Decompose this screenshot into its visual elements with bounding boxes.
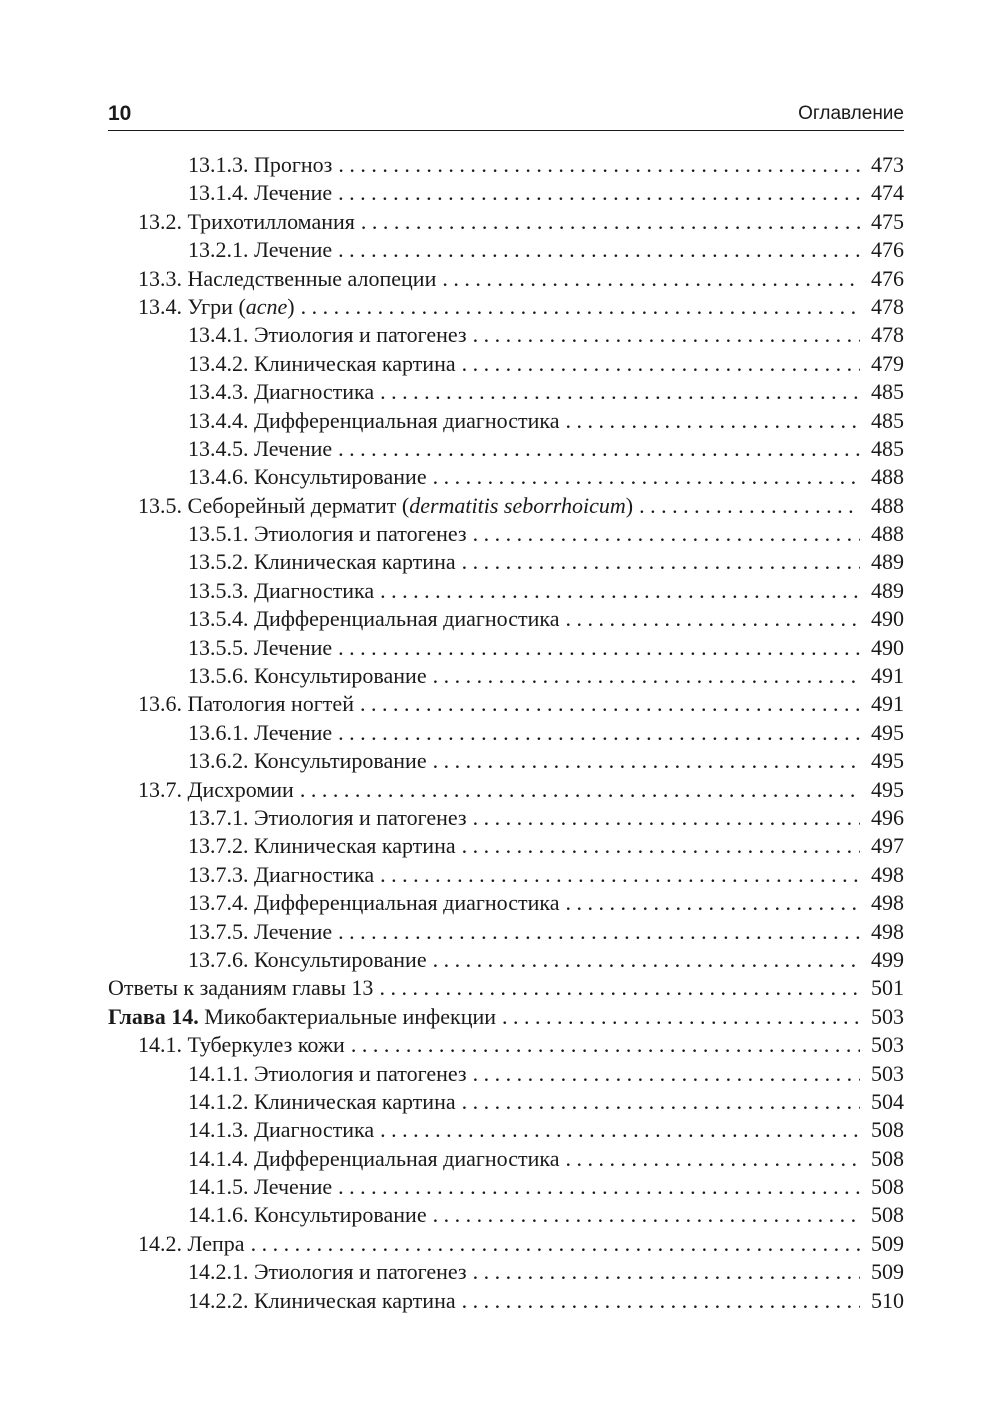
toc-entry-page: 490 xyxy=(871,634,904,660)
toc-entry-title xyxy=(188,634,332,662)
dot-leader xyxy=(361,208,860,236)
dot-leader xyxy=(462,1088,860,1116)
toc-entry-text: 14.1.3. Диагностика xyxy=(188,1117,375,1143)
toc-entry[interactable] xyxy=(108,747,904,775)
toc-entry-text: 13.1.3. Прогноз xyxy=(188,152,333,177)
toc-entry-title xyxy=(138,1031,345,1059)
toc-entry-title xyxy=(188,889,560,917)
page-header xyxy=(108,100,904,131)
toc-entry[interactable] xyxy=(108,1003,904,1031)
toc-entry-text: 13.7.4. Дифференциальная диагностика xyxy=(188,890,560,916)
dot-leader xyxy=(251,1230,860,1258)
dot-leader xyxy=(380,577,860,605)
toc-entry-text: 13.5. Себорейный дерматит ( xyxy=(138,492,410,518)
toc-entry-page: 476 xyxy=(871,265,904,291)
dot-leader xyxy=(566,1145,861,1173)
toc-entry-title xyxy=(188,832,456,860)
toc-entry-text: 13.5.4. Дифференциальная диагностика xyxy=(188,606,560,632)
toc-entry-title xyxy=(188,804,467,832)
dot-leader xyxy=(360,690,860,718)
toc-entry-page: 488 xyxy=(871,521,904,547)
toc-entry[interactable] xyxy=(108,435,904,463)
toc-entry[interactable] xyxy=(108,1230,904,1258)
toc-entry[interactable] xyxy=(108,662,904,690)
toc-entry-page: 478 xyxy=(871,322,904,348)
toc-entry-text: 13.2. Трихотилломания xyxy=(138,208,355,234)
dot-leader xyxy=(433,946,860,974)
toc-entry-page: 503 xyxy=(871,1032,904,1058)
toc-entry-page: 475 xyxy=(871,208,904,234)
toc-entry[interactable] xyxy=(108,1088,904,1116)
dot-leader xyxy=(338,435,860,463)
toc-entry-title xyxy=(138,492,633,520)
toc-entry-text: 14.1.6. Консультирование xyxy=(188,1202,427,1228)
toc-entry-title xyxy=(108,974,373,1002)
dot-leader xyxy=(338,179,860,207)
toc-entry-page: 485 xyxy=(871,407,904,433)
toc-entry[interactable] xyxy=(108,265,904,293)
dot-leader xyxy=(442,265,860,293)
toc-entry-page: 491 xyxy=(871,691,904,717)
toc-entry-page: 489 xyxy=(871,549,904,575)
toc-entry-page: 491 xyxy=(871,663,904,689)
toc-entry-page: 495 xyxy=(871,748,904,774)
toc-entry[interactable] xyxy=(108,804,904,832)
page-number: 10 xyxy=(108,102,132,125)
toc-entry-title xyxy=(138,208,355,236)
toc-entry-title xyxy=(188,1088,456,1116)
toc-entry-page: 489 xyxy=(871,577,904,603)
dot-leader xyxy=(380,861,860,889)
toc-entry-title xyxy=(188,463,427,491)
toc-entry-text: 13.4.3. Диагностика xyxy=(188,379,375,405)
toc-entry[interactable] xyxy=(108,861,904,889)
dot-leader xyxy=(433,463,860,491)
dot-leader xyxy=(473,1258,860,1286)
toc-entry[interactable] xyxy=(108,946,904,974)
toc-entry[interactable] xyxy=(108,463,904,491)
toc-entry-title xyxy=(188,918,332,946)
toc-entry-page: 509 xyxy=(871,1230,904,1256)
toc-entry[interactable] xyxy=(108,293,904,321)
toc-entry-text: 13.5.2. Клиническая картина xyxy=(188,549,456,575)
running-title: Оглавление xyxy=(798,103,904,124)
toc-entry[interactable] xyxy=(108,407,904,435)
dot-leader xyxy=(380,1116,860,1144)
toc-entry-page: 488 xyxy=(871,492,904,518)
toc-entry-text: 13.7.6. Консультирование xyxy=(188,946,427,972)
toc-entry-text: 14.1.2. Клиническая картина xyxy=(188,1088,456,1114)
toc-entry-text: 13.5.5. Лечение xyxy=(188,634,333,660)
dot-leader xyxy=(462,350,860,378)
dot-leader xyxy=(338,236,860,264)
toc-entry-text: 13.7.2. Клиническая картина xyxy=(188,833,456,859)
toc-entry-page: 508 xyxy=(871,1145,904,1171)
dot-leader xyxy=(566,889,861,917)
toc-entry-text: 13.7.5. Лечение xyxy=(188,918,333,944)
toc-entry-page: 504 xyxy=(871,1088,904,1114)
toc-entry-page: 488 xyxy=(871,464,904,490)
toc-entry-title xyxy=(188,605,560,633)
toc-entry-text: 13.6.1. Лечение xyxy=(188,719,333,745)
toc-entry-text: 13.1.4. Лечение xyxy=(188,180,333,206)
dot-leader xyxy=(462,832,860,860)
dot-leader xyxy=(566,407,861,435)
toc-entry[interactable] xyxy=(108,1201,904,1229)
toc-entry[interactable] xyxy=(108,918,904,946)
toc-entry-text-suffix: ) xyxy=(625,492,634,518)
toc-entry-title xyxy=(138,776,294,804)
dot-leader xyxy=(473,1060,860,1088)
toc-entry-text: 13.6. Патология ногтей xyxy=(138,691,354,717)
toc-entry-text: 13.3. Наследственные алопеции xyxy=(138,265,437,291)
toc-entry[interactable] xyxy=(108,634,904,662)
dot-leader xyxy=(502,1003,860,1031)
toc-entry[interactable] xyxy=(108,719,904,747)
toc-entry-page: 473 xyxy=(871,152,904,177)
toc-entry-title xyxy=(188,719,332,747)
toc-entry-title xyxy=(188,1145,560,1173)
toc-entry[interactable] xyxy=(108,179,904,207)
toc-entry-text: 13.2.1. Лечение xyxy=(188,237,333,263)
toc-entry-text: 13.4.1. Этиология и патогенез xyxy=(188,322,467,348)
toc-entry-title xyxy=(188,378,374,406)
dot-leader xyxy=(380,378,860,406)
toc-entry-title xyxy=(188,577,374,605)
toc-entry-text: 13.7.3. Диагностика xyxy=(188,861,375,887)
toc-entry-text: Микобактериальные инфекции xyxy=(198,1003,497,1029)
toc-entry-page: 508 xyxy=(871,1117,904,1143)
toc-entry-latin-term: dermatitis seborrhoicum xyxy=(409,492,626,518)
toc-entry-text: 13.7. Дисхромии xyxy=(138,776,294,802)
toc-entry-text: 14.1. Туберкулез кожи xyxy=(138,1032,345,1058)
toc-entry-text: 14.1.1. Этиология и патогенез xyxy=(188,1060,467,1086)
toc-entry[interactable] xyxy=(108,1173,904,1201)
toc-entry[interactable] xyxy=(108,236,904,264)
toc-entry[interactable] xyxy=(108,832,904,860)
toc-entry-page: 476 xyxy=(871,237,904,263)
toc-entry[interactable] xyxy=(108,776,904,804)
toc-entry-page: 508 xyxy=(871,1174,904,1200)
toc-entry-title xyxy=(188,435,332,463)
toc-entry-title xyxy=(188,407,560,435)
toc-entry-text: 13.5.1. Этиология и патогенез xyxy=(188,521,467,547)
toc-entry[interactable] xyxy=(108,690,904,718)
toc-entry[interactable] xyxy=(108,1060,904,1088)
toc-entry[interactable] xyxy=(108,492,904,520)
toc-entry[interactable] xyxy=(108,1258,904,1286)
dot-leader xyxy=(338,719,860,747)
toc-entry-text: 13.4. Угри ( xyxy=(138,293,246,319)
dot-leader xyxy=(338,1173,860,1201)
chapter-label: Глава 14. xyxy=(108,1003,199,1029)
toc-entry-page: 478 xyxy=(871,293,904,319)
dot-leader xyxy=(338,918,860,946)
toc-entry-title xyxy=(188,548,456,576)
toc-entry-title xyxy=(188,861,374,889)
toc-entry-page: 499 xyxy=(871,946,904,972)
toc-entry-page: 496 xyxy=(871,804,904,830)
toc-entry-title xyxy=(188,236,332,264)
dot-leader xyxy=(338,151,860,179)
toc-entry-page: 474 xyxy=(871,180,904,206)
toc-entry-page: 479 xyxy=(871,350,904,376)
toc-entry-title xyxy=(188,1173,332,1201)
toc-entry-page: 498 xyxy=(871,861,904,887)
toc-entry-title xyxy=(188,1116,374,1144)
dot-leader xyxy=(473,520,860,548)
toc-entry-text: 13.5.3. Диагностика xyxy=(188,577,375,603)
toc-entry-title xyxy=(188,662,427,690)
dot-leader xyxy=(379,974,860,1002)
toc-entry-title xyxy=(188,747,427,775)
toc-entry-page: 503 xyxy=(871,1060,904,1086)
toc-entry-title xyxy=(188,946,427,974)
dot-leader xyxy=(433,1201,860,1229)
toc-entry-text: Ответы к заданиям главы 13 xyxy=(108,975,374,1001)
toc-entry-page: 509 xyxy=(871,1259,904,1285)
toc-entry[interactable] xyxy=(108,889,904,917)
toc-entry[interactable] xyxy=(108,1031,904,1059)
toc-entry-text: 13.7.1. Этиология и патогенез xyxy=(188,804,467,830)
toc-entry-text: 14.2.1. Этиология и патогенез xyxy=(188,1259,467,1285)
table-of-contents xyxy=(108,151,904,1315)
dot-leader xyxy=(566,605,861,633)
toc-entry-page: 503 xyxy=(871,1003,904,1029)
toc-entry-text: 13.5.6. Консультирование xyxy=(188,663,427,689)
toc-entry-page: 485 xyxy=(871,379,904,405)
toc-entry-page: 498 xyxy=(871,918,904,944)
toc-entry[interactable] xyxy=(108,1287,904,1315)
toc-entry-page: 485 xyxy=(871,435,904,461)
toc-entry-title xyxy=(138,690,354,718)
toc-entry-page: 495 xyxy=(871,776,904,802)
toc-entry[interactable] xyxy=(108,350,904,378)
dot-leader xyxy=(433,747,860,775)
toc-entry-title xyxy=(188,350,456,378)
dot-leader xyxy=(473,804,860,832)
toc-entry-text: 14.1.5. Лечение xyxy=(188,1174,333,1200)
toc-entry[interactable] xyxy=(108,520,904,548)
dot-leader xyxy=(351,1031,860,1059)
toc-entry-text: 13.6.2. Консультирование xyxy=(188,748,427,774)
toc-entry[interactable] xyxy=(108,577,904,605)
toc-entry-title xyxy=(138,293,295,321)
toc-entry[interactable] xyxy=(108,321,904,349)
dot-leader xyxy=(462,548,860,576)
toc-entry[interactable] xyxy=(108,548,904,576)
toc-entry-title xyxy=(138,1230,245,1258)
dot-leader xyxy=(300,776,860,804)
toc-entry-title xyxy=(188,151,332,179)
dot-leader xyxy=(462,1287,860,1315)
toc-entry-latin-term: acne xyxy=(245,293,288,319)
toc-entry-page: 497 xyxy=(871,833,904,859)
toc-entry-title xyxy=(188,1201,427,1229)
toc-entry-title xyxy=(188,179,332,207)
dot-leader xyxy=(301,293,860,321)
toc-entry[interactable] xyxy=(108,1116,904,1144)
toc-entry-title xyxy=(188,1287,456,1315)
toc-entry-page: 510 xyxy=(871,1287,904,1313)
toc-entry-text: 14.2. Лепра xyxy=(138,1230,245,1256)
toc-entry-title xyxy=(188,321,467,349)
toc-entry-title xyxy=(138,265,436,293)
toc-entry[interactable] xyxy=(108,1145,904,1173)
toc-entry-text: 13.4.5. Лечение xyxy=(188,435,333,461)
toc-entry-page: 498 xyxy=(871,890,904,916)
toc-entry-page: 508 xyxy=(871,1202,904,1228)
toc-entry-text: 13.4.2. Клиническая картина xyxy=(188,350,456,376)
dot-leader xyxy=(473,321,860,349)
toc-entry-title xyxy=(108,1003,496,1031)
toc-entry-text-suffix: ) xyxy=(287,293,295,319)
dot-leader xyxy=(338,634,860,662)
toc-entry[interactable] xyxy=(108,378,904,406)
toc-entry-text: 14.1.4. Дифференциальная диагностика xyxy=(188,1145,560,1171)
toc-entry[interactable] xyxy=(108,151,904,179)
toc-entry-page: 501 xyxy=(871,975,904,1001)
toc-entry-text: 14.2.2. Клиническая картина xyxy=(188,1287,456,1313)
toc-entry[interactable] xyxy=(108,974,904,1002)
toc-entry-text: 13.4.4. Дифференциальная диагностика xyxy=(188,407,560,433)
toc-entry[interactable] xyxy=(108,605,904,633)
toc-entry-text: 13.4.6. Консультирование xyxy=(188,464,427,490)
toc-entry-page: 495 xyxy=(871,719,904,745)
dot-leader xyxy=(639,492,860,520)
dot-leader xyxy=(433,662,860,690)
toc-entry-page: 490 xyxy=(871,606,904,632)
toc-entry-title xyxy=(188,1258,467,1286)
toc-entry[interactable] xyxy=(108,208,904,236)
toc-entry-title xyxy=(188,520,467,548)
toc-entry-title xyxy=(188,1060,467,1088)
